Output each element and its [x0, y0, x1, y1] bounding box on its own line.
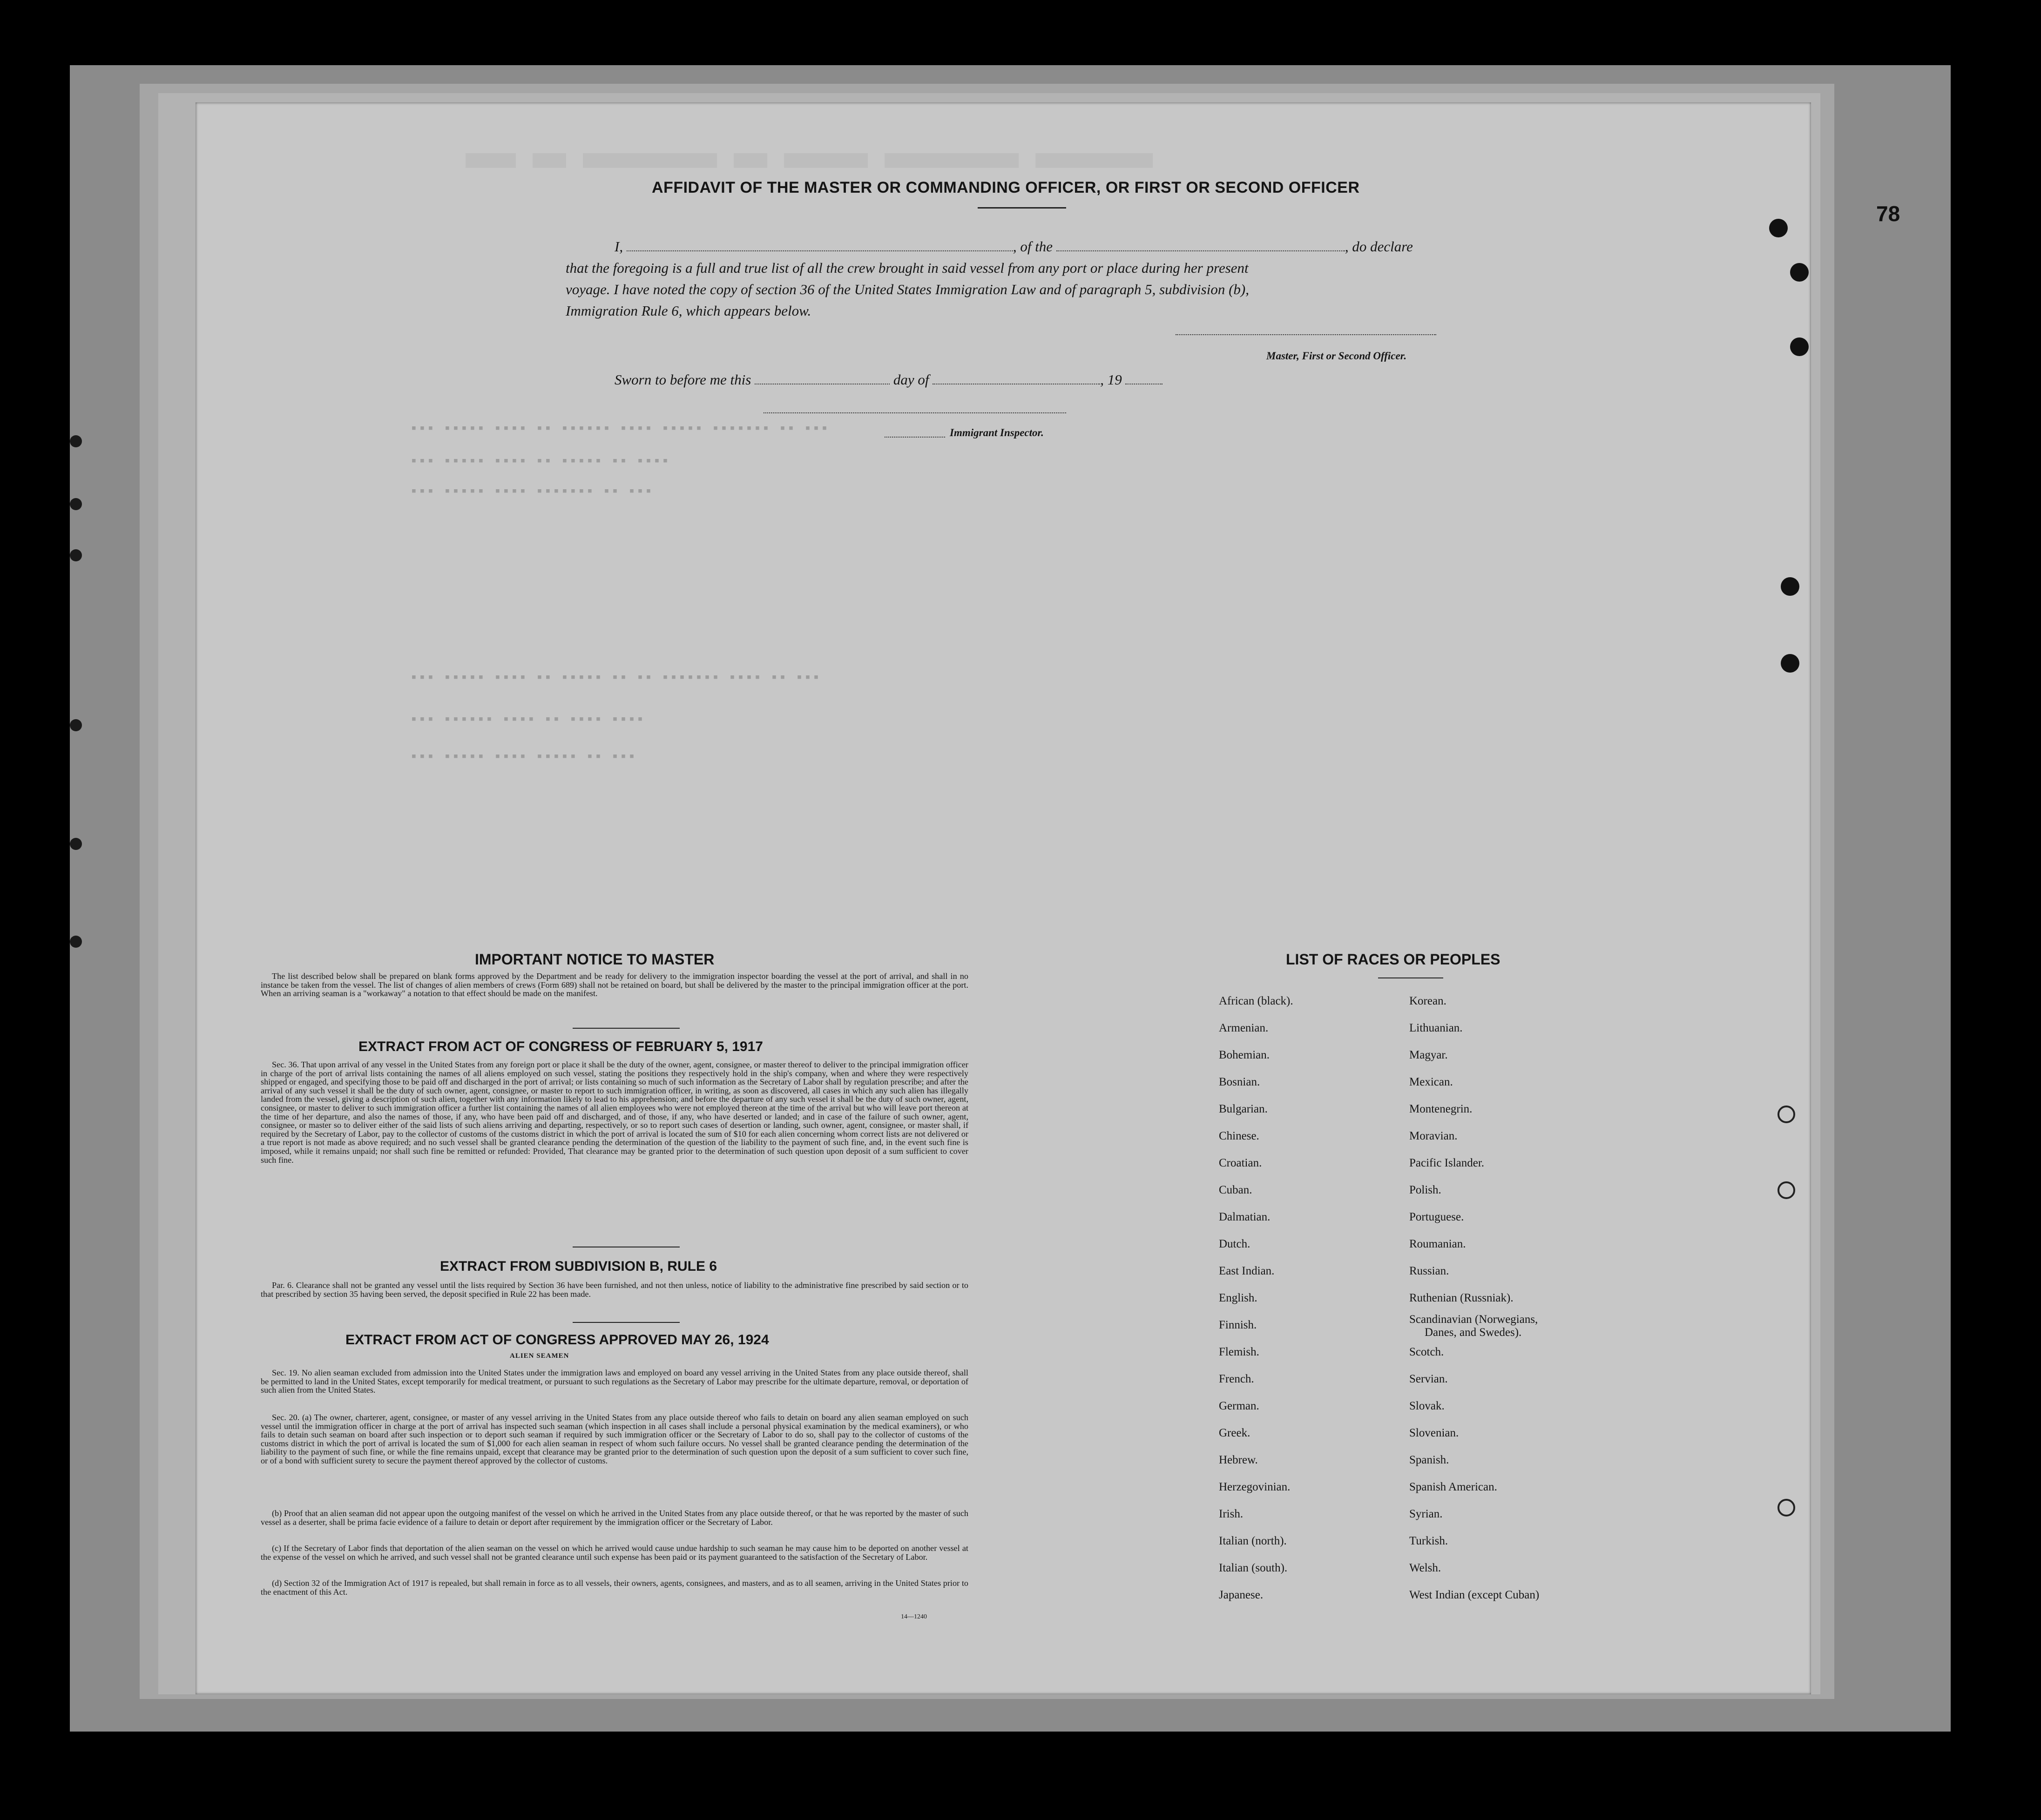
- binder-hole: [1777, 1499, 1795, 1517]
- binder-hole: [1781, 654, 1799, 673]
- race-item: Portuguese.: [1409, 1211, 1464, 1223]
- binder-hole: [1777, 1181, 1795, 1199]
- notice-title: IMPORTANT NOTICE TO MASTER: [475, 951, 715, 968]
- sec19-paragraph: Sec. 19. No alien seaman excluded from admission into the United States under the immigration laws and employed on board any vessel arriving in the United States from any place outside thereof, shall be permitted to land in the United States, except temporarily for medical treatment, or pursuant to such regulations as the Secretary of Labor may prescribe for the ultimate departure, removal, or deportation of such alien from the United States.: [261, 1368, 968, 1395]
- sworn-prefix: Sworn to before me this: [615, 371, 751, 388]
- section-rule: [573, 1028, 680, 1029]
- binder-hole: [1769, 219, 1788, 237]
- binder-hole: [70, 838, 82, 850]
- race-item: Flemish.: [1219, 1346, 1259, 1358]
- race-item: Herzegovinian.: [1219, 1481, 1291, 1493]
- declaration-do-declare: , do declare: [1345, 238, 1413, 255]
- race-item: Dutch.: [1219, 1238, 1250, 1250]
- inspector-caption: Immigrant Inspector.: [950, 427, 1044, 438]
- declaration-i: I,: [615, 238, 623, 255]
- affidavit-title: AFFIDAVIT OF THE MASTER OR COMMANDING OFFICER, OR FIRST OR SECOND OFFICER: [652, 179, 1360, 196]
- sec20b-paragraph: (b) Proof that an alien seaman did not appear upon the outgoing manifest of the vessel on which he arrived in the United States from any place outside thereof, or that he was reported by the master of such vessel as a deserter, shall be prima facie evidence of a failure to detain or deport after requirement by the immigration officer or the Secretary of Labor.: [261, 1509, 968, 1527]
- sec20d-paragraph: (d) Section 32 of the Immigration Act of 1917 is repealed, but shall remain in force as to all vessels, their owners, agents, consignees, and masters, and as to all seamen, arriving in the United States prior to the enactment of this Act.: [261, 1578, 968, 1597]
- declaration-line-4: Immigration Rule 6, which appears below.: [566, 303, 811, 319]
- form-number: 14—1240: [901, 1613, 927, 1620]
- binder-hole: [1790, 263, 1809, 282]
- race-item: Slovak.: [1409, 1400, 1445, 1412]
- race-item: West Indian (except Cuban): [1409, 1589, 1540, 1601]
- binder-hole: [70, 936, 82, 948]
- race-item: Scandinavian (Norwegians,: [1409, 1313, 1538, 1326]
- extract-1917-title: EXTRACT FROM ACT OF CONGRESS OF FEBRUARY 5, 1917: [358, 1039, 763, 1054]
- race-item: Russian.: [1409, 1265, 1449, 1277]
- notice-body: The list described below shall be prepared on blank forms approved by the Department and be ready for delivery to the immigration inspector boarding the vessel at the port of arrival, and shall in no instance be taken from the vessel. The list of changes of alien members of crews (Form 689) shall not be retained on board, but shall be delivered by the master to the principal immigration officer at the port. When an arriving seaman is a "workaway" a notation to that effect should be made on the manifest.: [261, 971, 968, 998]
- race-item: Bulgarian.: [1219, 1103, 1268, 1115]
- race-item: Ruthenian (Russniak).: [1409, 1292, 1514, 1304]
- race-item: Armenian.: [1219, 1022, 1269, 1034]
- race-item: Bosnian.: [1219, 1076, 1260, 1088]
- race-item: Italian (south).: [1219, 1562, 1288, 1574]
- race-item: Welsh.: [1409, 1562, 1441, 1574]
- sworn-line: [615, 371, 1162, 388]
- race-item: Italian (north).: [1219, 1535, 1287, 1547]
- binder-hole: [70, 549, 82, 561]
- sworn-day-of: day of: [893, 371, 929, 388]
- race-item: Korean.: [1409, 995, 1446, 1007]
- master-caption: Master, First or Second Officer.: [1266, 350, 1407, 362]
- extract-1924-title: EXTRACT FROM ACT OF CONGRESS APPROVED MAY 26, 1924: [345, 1332, 769, 1348]
- declaration-line-2: that the foregoing is a full and true list of all the crew brought in said vessel from any port or place during her present: [566, 260, 1249, 276]
- race-item: Magyar.: [1409, 1049, 1448, 1061]
- binder-hole: [70, 435, 82, 447]
- page-number: 78: [1876, 202, 1900, 226]
- inspector-name-line: [885, 437, 945, 438]
- race-item: Croatian.: [1219, 1157, 1262, 1169]
- race-item: Syrian.: [1409, 1508, 1443, 1520]
- race-item: Japanese.: [1219, 1589, 1264, 1601]
- master-signature-line[interactable]: [1176, 334, 1436, 335]
- section-rule: [573, 1322, 680, 1323]
- binder-hole: [1790, 337, 1809, 356]
- race-item: Spanish American.: [1409, 1481, 1497, 1493]
- binder-hole: [70, 498, 82, 510]
- race-item: Scotch.: [1409, 1346, 1444, 1358]
- vessel-blank[interactable]: [1056, 250, 1345, 251]
- alien-seamen-subtitle: ALIEN SEAMEN: [510, 1352, 569, 1360]
- binder-hole: [70, 719, 82, 731]
- race-item: Mexican.: [1409, 1076, 1453, 1088]
- race-item: Finnish.: [1219, 1319, 1257, 1331]
- binder-hole: [1781, 577, 1799, 596]
- race-item: Chinese.: [1219, 1130, 1259, 1142]
- title-rule: [978, 207, 1066, 209]
- binder-hole: [1777, 1105, 1795, 1123]
- name-blank[interactable]: [627, 250, 1013, 251]
- race-item: Moravian.: [1409, 1130, 1458, 1142]
- extract-rule6-body: Par. 6. Clearance shall not be granted any vessel until the lists required by Section 36 have been furnished, and not then unless, notice of liability to the administrative fine prescribed by said section or to that prescribed by section 35 having been served, the deposit specified in Rule 22 has been made.: [261, 1281, 968, 1299]
- race-item: African (black).: [1219, 995, 1293, 1007]
- race-item: Irish.: [1219, 1508, 1244, 1520]
- declaration-line-1: [615, 238, 1413, 255]
- races-title: LIST OF RACES OR PEOPLES: [1286, 951, 1500, 968]
- race-item: French.: [1219, 1373, 1254, 1385]
- race-item: English.: [1219, 1292, 1257, 1304]
- race-item: Lithuanian.: [1409, 1022, 1463, 1034]
- race-item: Servian.: [1409, 1373, 1448, 1385]
- extract-rule6-title: EXTRACT FROM SUBDIVISION B, RULE 6: [440, 1259, 717, 1274]
- sworn-year: , 19: [1100, 371, 1122, 388]
- race-item: Dalmatian.: [1219, 1211, 1271, 1223]
- race-item: Turkish.: [1409, 1535, 1448, 1547]
- race-item: Hebrew.: [1219, 1454, 1258, 1466]
- race-item: Montenegrin.: [1409, 1103, 1473, 1115]
- race-item: Cuban.: [1219, 1184, 1252, 1196]
- race-item: Pacific Islander.: [1409, 1157, 1485, 1169]
- races-title-rule: [1378, 977, 1443, 978]
- race-item: Bohemian.: [1219, 1049, 1270, 1061]
- inspector-signature-line[interactable]: [764, 412, 1066, 413]
- race-item-continuation: Danes, and Swedes).: [1425, 1326, 1522, 1339]
- extract-1917-body: Sec. 36. That upon arrival of any vessel in the United States from any foreign port or place it shall be the duty of the owner, agent, consignee, or master thereof to deliver to the principal immigration officer in charge of the port of arrival lists containing the names of all aliens employed on such vessel, stating the positions they respectively hold in the ship's company, when and where they were respectively shipped or engaged, and specifying those to be paid off and discharged in the port of arrival; or lists containing so much of such information as the Secretary of Labor shall by regulation prescribe; and after the arrival of any such vessel it shall be the duty of such owner, agent, consignee, or master to report to such immigration officer, in writing, as soon as discovered, all cases in which any such alien has illegally landed from the vessel, giving a description of such alien, together with any information likely to lead to his apprehension; and before the departure of any such vessel it shall be the duty of such owner, agent, consignee, or master to deliver to such immigration officer a further list containing the names of all alien employees who were not employed thereon at the time of the arrival but who will leave port thereon at the time of her departure, and also the names of those, if any, who have been paid off and discharged, and of those, if any, who have deserted or landed; and in case of the failure of such owner, agent, consignee, or master so to deliver either of the said lists of such aliens arriving and departing, respectively, or so to report such cases of desertion or landing, such owner, agent, consignee, or master shall, if required by the Secretary of Labor, pay to the collector of customs of the customs district in which the port of arrival is located the sum of $10 for each alien concerning whom correct lists are not delivered or a true report is not made as above required; and no such vessel shall be granted clearance pending the determination of the question of the liability to the payment of such fine, and, in the event such fine is imposed, while it remains unpaid; nor shall such fine be remitted or refunded: Provided, That clearance may be granted prior to the determination of such question upon deposit of a sum sufficient to cover such fine.: [261, 1060, 968, 1165]
- race-item: East Indian.: [1219, 1265, 1275, 1277]
- race-item: Slovenian.: [1409, 1427, 1459, 1439]
- race-item: Roumanian.: [1409, 1238, 1466, 1250]
- race-item: Polish.: [1409, 1184, 1441, 1196]
- sec20c-paragraph: (c) If the Secretary of Labor finds that deportation of the alien seaman on the vessel on which he arrived would cause undue hardship to such seaman he may cause him to be deported on another vessel at the expense of the vessel on which he arrived, and such vessel shall not be granted clearance until such expense has been paid or its payment guaranteed to the satisfaction of the Secretary of Labor.: [261, 1544, 968, 1562]
- race-item: German.: [1219, 1400, 1259, 1412]
- race-item: Greek.: [1219, 1427, 1250, 1439]
- declaration-line-3: voyage. I have noted the copy of section 36 of the United States Immigration Law and of paragraph 5, subdivision (b),: [566, 281, 1249, 297]
- declaration-of-the: , of the: [1013, 238, 1053, 255]
- sec20a-paragraph: Sec. 20. (a) The owner, charterer, agent, consignee, or master of any vessel arriving in the United States from any place outside thereof who fails to detain on board any alien seaman employed on such vessel until the immigration officer in charge at the port of arrival has inspected such seaman (which inspection in all cases shall include a personal physical examination by the medical examiners), or who fails to detain such seaman on board after such inspection or to deport such seaman if required by such immigration officer or the Secretary of Labor to do so, shall pay to the collector of customs of the customs district in which the port of arrival is located the sum of $1,000 for each alien seaman in respect of whom such failure occurs. No vessel shall be granted clearance pending the determination of the liability to the payment of such fine, or while the fine remains unpaid, except that clearance may be granted prior to the determination of such question upon the deposit of a sum sufficient to cover such fine, or of a bond with sufficient surety to secure the payment thereof approved by the collector of customs.: [261, 1413, 968, 1465]
- race-item: Spanish.: [1409, 1454, 1449, 1466]
